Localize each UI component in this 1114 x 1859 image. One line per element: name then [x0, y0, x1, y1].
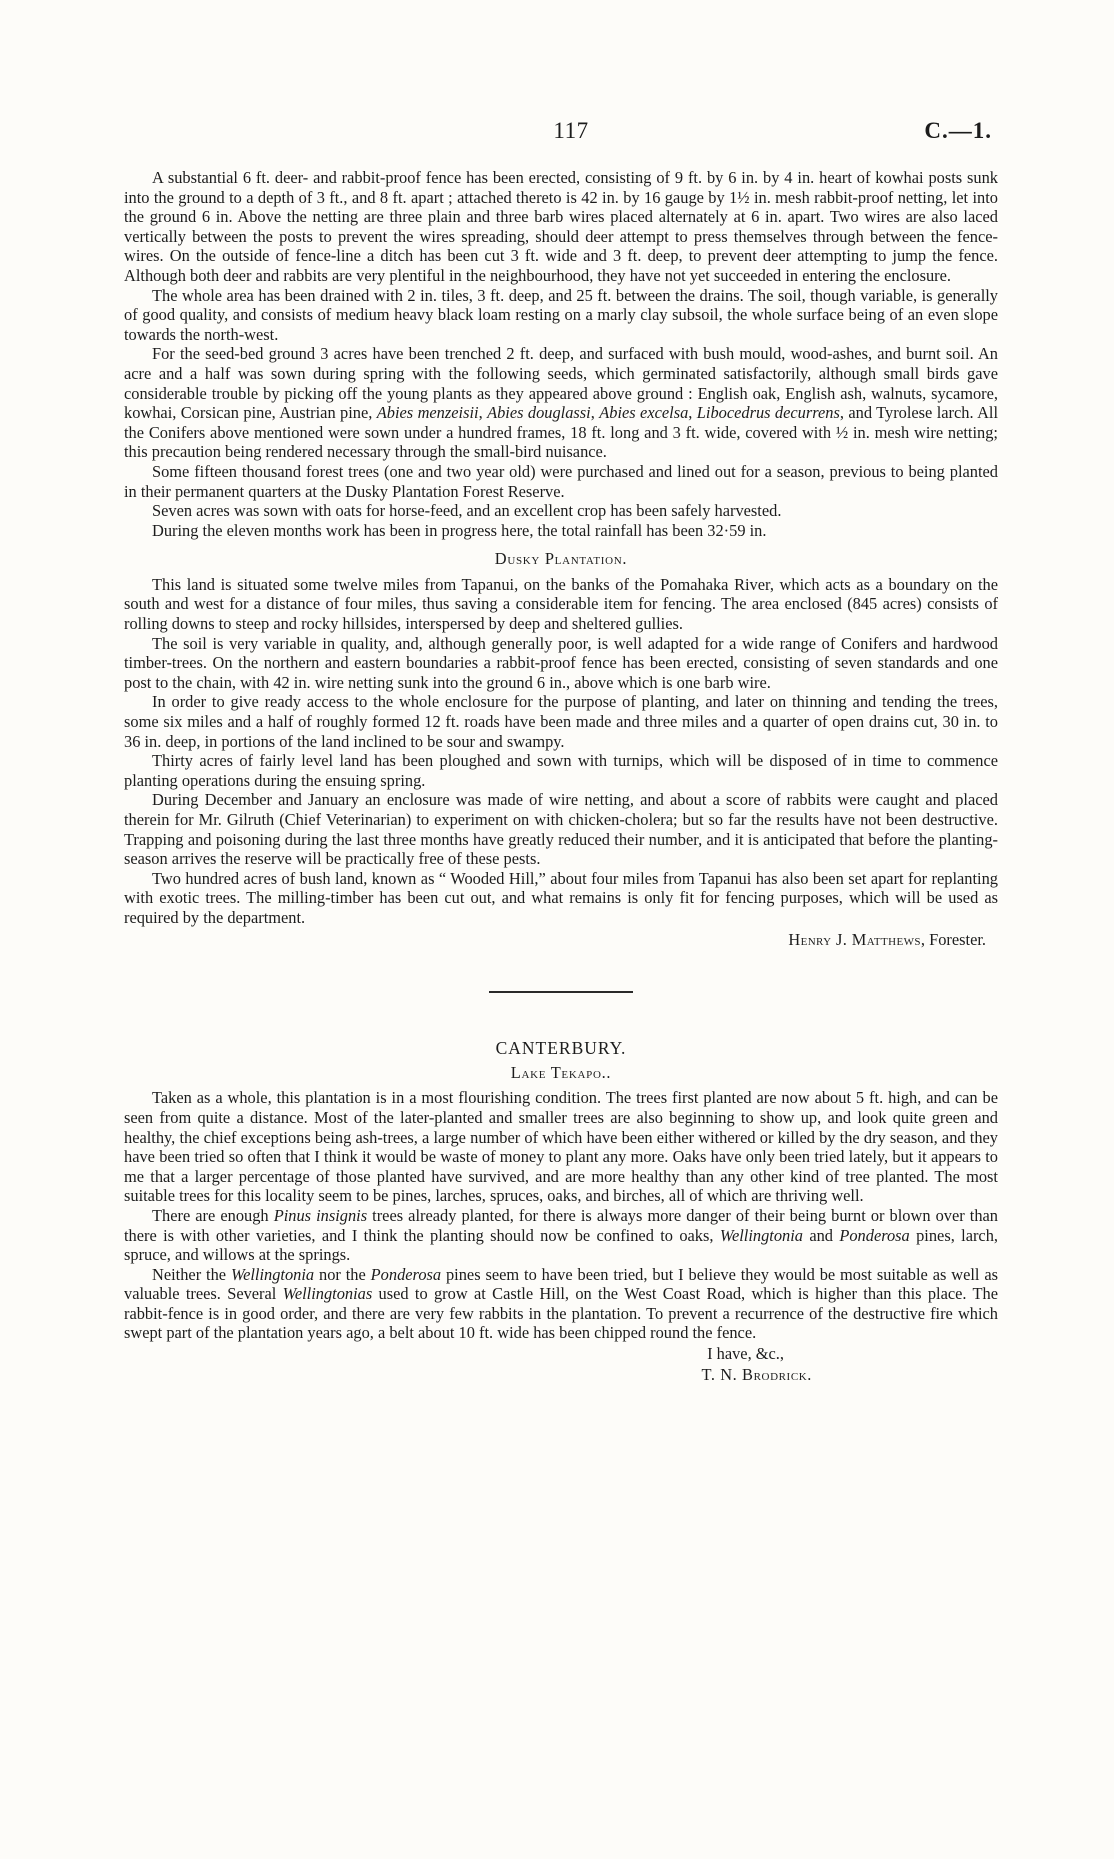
- paragraph: The whole area has been drained with 2 in. tiles, 3 ft. deep, and 25 ft. between the drains. The soil, though variable, is generally of good quality, and consists of medium heavy black loam resting on a marly clay subsoil, the whole surface being of an even slope towards the north-west.: [124, 285, 998, 344]
- page-header: [150, 118, 992, 152]
- signature-brodrick: T. N. Brodrick.: [701, 1364, 812, 1384]
- paragraph: This land is situated some twelve miles from Tapanui, on the banks of the Pomahaka River, which acts as a boundary on the south and west for a distance of four miles, thus saving a considerable item for fencing. The area enclosed (845 acres) consists of rolling downs to steep and rocky hillsides, interspersed by deep and sheltered gullies.: [124, 574, 998, 634]
- text-run: trees already planted, for there is always more danger of their being burnt or blown over than there is with other varieties, and I think the planting should now be confined to oaks,: [124, 1205, 998, 1245]
- text-run: and: [802, 1225, 840, 1245]
- closing-salutation: I have, &c.,: [707, 1344, 784, 1364]
- species-name: Abies menzeisii: [376, 403, 479, 423]
- text-run: nor the: [314, 1264, 371, 1284]
- paragraph: [124, 1265, 998, 1343]
- species-name: Wellingtonia: [230, 1264, 315, 1284]
- document-body: [124, 168, 998, 1384]
- species-name: Wellingtonias: [282, 1284, 373, 1304]
- species-name: Ponderosa: [839, 1225, 910, 1245]
- text-run: For the seed-bed ground 3 acres have been trenched 2 ft. deep, and surfaced with bush mould, wood-ashes, and burnt soil. An acre and a half was sown during spring with the following seeds, which germinated satisfactorily, although small birds gave considerable trouble by picking off the young plants as they appeared above ground : English oak, English ash, walnuts, sycamore, kowhai, Corsican pine, Austrian pine,: [124, 344, 998, 423]
- text-run: used to grow at Castle Hill, on the West Coast Road, which is higher than this place. The rabbit-fence is in good order, and there are very few rabbits in the plantation. To prevent a recurrence of the destructive fire which swept part of the plantation years ago, a belt about 10 ft. wide has been chipped round the fence.: [124, 1284, 999, 1343]
- signature-matthews: [124, 930, 998, 950]
- paragraph: The soil is very variable in quality, and, although generally poor, is well adapted for a wide range of Conifers and hardwood timber-trees. On the northern and eastern boundaries a rabbit-proof fence has been erected, consisting of seven standards and one post to the chain, with 42 in. wire netting sunk into the ground 6 in., above which is one barb wire.: [124, 633, 998, 692]
- text-run: ,: [478, 403, 488, 423]
- text-run: , and Tyrolese larch. All the Conifers above mentioned were sown under a hundred frames, 18 ft. long and 3 ft. wide, covered with ½ in. mesh wire netting; this precaution being rendered necessary through the small-bird nuisance.: [124, 403, 999, 462]
- paragraph: During the eleven months work has been in progress here, the total rainfall has been 32·59 in.: [152, 520, 767, 540]
- paragraph: Seven acres was sown with oats for horse-feed, and an excellent crop has been safely harvested.: [152, 501, 782, 521]
- species-name: Abies excelsa: [599, 403, 689, 423]
- section-heading-dusky: Dusky Plantation.: [494, 549, 628, 569]
- species-name: Ponderosa: [370, 1264, 442, 1284]
- page-number: 117: [553, 118, 589, 143]
- species-name: Abies douglassi: [487, 403, 591, 423]
- section-heading-lake-tekapo: Lake Tekapo..: [510, 1062, 612, 1082]
- paragraph: [124, 1206, 998, 1265]
- species-name: Libocedrus decurrens: [696, 403, 840, 423]
- text-run: pines, larch, spruce, and willows at the springs.: [124, 1225, 999, 1265]
- text-run: ,: [688, 403, 697, 423]
- signature-name: Henry J. Matthews: [788, 929, 921, 949]
- paragraph: Thirty acres of fairly level land has been ploughed and sown with turnips, which will be disposed of in time to commence planting operations during the ensuing spring.: [124, 751, 998, 790]
- paragraph: Two hundred acres of bush land, known as “ Wooded Hill,” about four miles from Tapanui has also been set apart for replanting with exotic trees. The milling-timber has been cut out, and what remains is only fit for fencing purposes, which will be used as required by the department.: [124, 868, 998, 927]
- paragraph: During December and January an enclosure was made of wire netting, and about a score of rabbits were caught and placed therein for Mr. Gilruth (Chief Veterinarian) to experiment on with chicken-cholera; but so far the results have not been destructive. Trapping and poisoning during the last three months have greatly reduced their number, and it is anticipated that before the planting-season arrives the reserve will be practically free of these pests.: [124, 790, 998, 869]
- text-run: pines seem to have been tried, but I believe they would be most suitable as well as valuable trees. Several: [124, 1264, 998, 1304]
- paragraph: Taken as a whole, this plantation is in a most flourishing condition. The trees first planted are now about 5 ft. high, and can be seen from quite a distance. Most of the later-planted and smaller trees are also beginning to show up, and look quite green and healthy, the chief exceptions being ash-trees, a large number of which have been either withered or killed by the dry season, and they have been tried so often that I think it would be waste of money to plant any more. Oaks have only been tried lately, but it appears to me that a larger percentage of those planted have survived, and are more healthy than any other kind of tree planted. The most suitable trees for this locality seem to be pines, larches, spruces, oaks, and birches, all of which are thriving well.: [124, 1088, 998, 1206]
- text-run: ,: [590, 403, 600, 423]
- text-run: There are enough: [152, 1205, 274, 1225]
- section-divider: [489, 991, 633, 993]
- region-heading-canterbury: CANTERBURY.: [495, 1038, 627, 1059]
- species-name: Wellingtonia: [719, 1225, 803, 1245]
- paragraph: [124, 344, 998, 462]
- text-run: Neither the: [152, 1264, 231, 1284]
- signature-title: , Forester.: [920, 929, 986, 949]
- paragraph: Some fifteen thousand forest trees (one and two year old) were purchased and lined out for a season, previous to being planted in their permanent quarters at the Dusky Plantation Forest Reserve.: [124, 461, 998, 501]
- paragraph: In order to give ready access to the whole enclosure for the purpose of planting, and later on thinning and tending the trees, some six miles and a half of roughly formed 12 ft. roads have been made and three miles and a quarter of open drains cut, 30 in. to 36 in. deep, in portions of the land inclined to be sour and swampy.: [124, 692, 998, 751]
- paragraph: A substantial 6 ft. deer- and rabbit-proof fence has been erected, consisting of 9 ft. by 6 in. by 4 in. heart of kowhai posts sunk into the ground to a depth of 3 ft., and 8 ft. apart ; attached thereto is 42 in. by 16 gauge by 1½ in. mesh rabbit-proof netting, let into the ground 6 in. Above the netting are three plain and three barb wires placed alternately at 6 in. apart. Two wires are also laced vertically between the posts to prevent the wires spreading, should deer attempt to press themselves through between the fence-wires. On the outside of fence-line a ditch has been cut 3 ft. wide and 3 ft. deep, to prevent deer attempting to jump the fence. Although both deer and rabbits are very plentiful in the neighbourhood, they have not yet succeeded in entering the enclosure.: [124, 168, 998, 285]
- species-name: Pinus insignis: [273, 1205, 368, 1225]
- page-code: C.—1.: [924, 118, 992, 143]
